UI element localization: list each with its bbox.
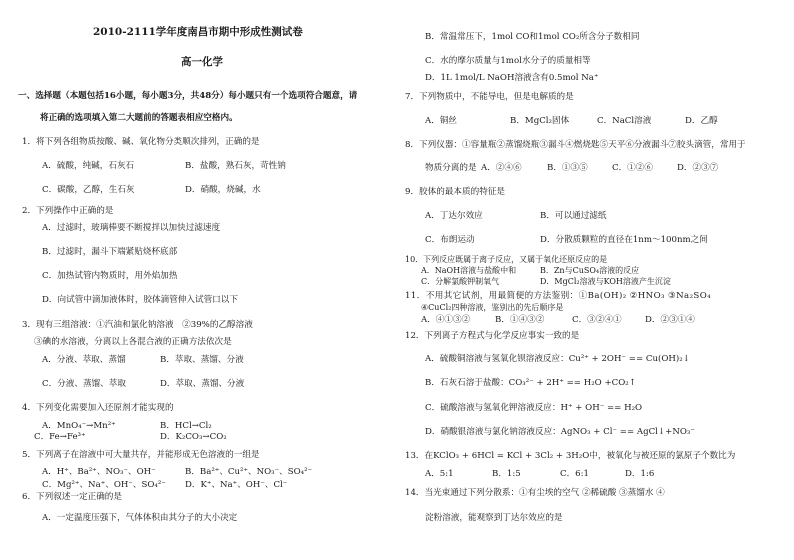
option-c: C．6:1: [560, 469, 589, 479]
option-b: B．HCl→Cl₂: [160, 421, 212, 431]
question-stem: 4．下列变化需要加入还原剂才能实现的: [22, 403, 174, 413]
option-d: D．乙醇: [685, 116, 718, 126]
option-b: B．可以通过滤纸: [540, 211, 607, 221]
option-a: A．过滤时，玻璃棒要不断搅拌以加快过滤速度: [42, 223, 221, 233]
question-stem: 5．下列离子在溶液中可大量共存，并能形成无色溶液的一组是: [22, 450, 260, 460]
question-stem: 10．下列反应既属于离子反应，又属于氧化还原反应的是: [405, 255, 608, 264]
question-stem: 2．下列操作中正确的是: [22, 206, 114, 216]
question-stem-cont: 物质分离的是: [425, 163, 477, 173]
option-d: D．②③⑦: [677, 163, 719, 173]
option-a: A．铜丝: [425, 116, 457, 126]
option-d: D．向试管中滴加液体时，胶体滴管伸入试管口以下: [42, 295, 238, 305]
option-a: A．硫酸铜溶液与氢氧化钡溶液反应：Cu²⁺ + 2OH⁻ == Cu(OH)₂↓: [425, 354, 690, 364]
option-c: C．③②④①: [572, 315, 622, 325]
option-d: D．MgCl₂溶液与KOH溶液产生沉淀: [540, 277, 671, 286]
option-c: C．分解氯酸钾制氧气: [421, 277, 500, 286]
option-b: B．石灰石溶于盐酸：CO₃²⁻ + 2H⁺ == H₂O +CO₂↑: [425, 378, 636, 388]
section-heading: 一、选择题（本题包括16小题，每小题3分，共48分）每小题只有一个选项符合题意，请: [18, 91, 358, 101]
option-c: C．碳酸，乙醇，生石灰: [42, 185, 135, 195]
option-c: C．加热试管内物质时，用外焰加热: [42, 271, 178, 281]
option-d: D．②③①④: [645, 315, 695, 325]
option-a: A．H⁺、Ba²⁺、NO₃⁻、OH⁻: [42, 467, 156, 477]
option-a: A．5:1: [425, 469, 454, 479]
option-b: B．MgCl₂固体: [510, 116, 570, 126]
question-stem: 12．下列离子方程式与化学反应事实一致的是: [405, 331, 580, 341]
option-c: C．水的摩尔质量与1mol水分子的质量相等: [425, 56, 591, 66]
section-heading-cont: 将正确的选项填入第二大题前的答题表相应空格内。: [40, 113, 238, 123]
option-c: C．布朗运动: [425, 235, 475, 245]
question-stem: 7．下列物质中，不能导电，但是电解质的是: [405, 92, 574, 102]
question-stem-cont: 淀粉溶液，能观察到丁达尔效应的是: [425, 513, 563, 523]
question-stem: 9．胶体的最本质的特征是: [405, 187, 505, 197]
option-b: B．过滤时，漏斗下端紧贴烧杯底部: [42, 247, 178, 257]
option-d: D．硝酸银溶液与氯化钠溶液反应：AgNO₃ + Cl⁻ == AgCl↓+NO₃⁻: [425, 427, 695, 437]
option-a: A．分液、萃取、蒸馏: [42, 355, 126, 365]
option-b: B．①③⑤: [547, 163, 588, 173]
option-a: A．一定温度压强下，气体体积由其分子的大小决定: [42, 513, 238, 523]
option-a: A．NaOH溶液与盐酸中和: [421, 266, 517, 275]
question-stem: 8．下列仪器：①容量瓶②蒸馏烧瓶③漏斗④燃烧匙⑤天平⑥分液漏斗⑦胶头滴管，常用于: [405, 140, 746, 150]
option-d: D．硝酸，烧碱，水: [185, 185, 261, 195]
question-stem: 11．不用其它试剂，用最简便的方法鉴别：①Ba(OH)₂ ②HNO₃ ③Na₂SO₄: [405, 291, 711, 301]
option-d: D．1L 1mol/L NaOH溶液含有0.5mol Na⁺: [425, 73, 599, 83]
question-stem-cont: ③碘的水溶液，分离以上各混合液的正确方法依次是: [34, 337, 232, 347]
question-stem: 1．将下列各组物质按酸、碱、氧化物分类顺次排列，正确的是: [22, 137, 260, 147]
option-d: D．1:6: [625, 469, 655, 479]
option-a: A．②④⑥: [481, 163, 522, 173]
option-d: D．K₂CO₃→CO₂: [160, 432, 227, 442]
option-d: D．分散质颗粒的直径在1nm～100nm之间: [540, 235, 708, 245]
option-b: B．常温常压下，1mol CO和1mol CO₂所含分子数相同: [425, 32, 640, 42]
option-b: B．萃取、蒸馏、分液: [160, 355, 244, 365]
option-c: C．Fe→Fe³⁺: [34, 432, 86, 442]
option-a: A．丁达尔效应: [425, 211, 483, 221]
option-d: D．K⁺、Na⁺、OH⁻、Cl⁻: [185, 480, 288, 490]
question-stem: 13．在KClO₃ + 6HCl = KCl + 3Cl₂ + 3H₂O中，被氧化与被还原的氯原子个数比为: [405, 451, 736, 461]
option-b: B．Ba²⁺、Cu²⁺、NO₃⁻、SO₄²⁻: [185, 467, 313, 477]
option-b: B．①④③②: [495, 315, 545, 325]
option-b: B．盐酸，熟石灰，苛性钠: [185, 161, 286, 171]
question-stem: 14．当光束通过下列分散系：①有尘埃的空气 ②稀硫酸 ③蒸馏水 ④: [405, 488, 665, 498]
option-a: A．MnO₄⁻→Mn²⁺: [42, 421, 116, 431]
option-a: A．硫酸，纯碱，石灰石: [42, 161, 135, 171]
option-d: D．萃取、蒸馏、分液: [160, 379, 245, 389]
paper-title: 2010-2111学年度南昌市期中形成性测试卷: [93, 26, 303, 38]
option-b: B．1:5: [492, 469, 521, 479]
option-c: C．NaCl溶液: [597, 116, 652, 126]
option-b: B．Zn与CuSO₄溶液的反应: [540, 266, 640, 275]
paper-subtitle: 高一化学: [181, 56, 223, 68]
question-stem-cont: ④CuCl₂四种溶液，鉴别出的先后顺序是: [421, 303, 564, 312]
question-stem: 3．现有三组溶液：①汽油和氯化钠溶液 ②39%的乙醇溶液: [22, 320, 253, 330]
question-stem: 6．下列叙述一定正确的是: [22, 492, 122, 502]
option-c: C．①②⑥: [612, 163, 653, 173]
option-c: C．硫酸溶液与氢氧化钾溶液反应：H⁺ + OH⁻ == H₂O: [425, 403, 643, 413]
option-c: C．分液、蒸馏、萃取: [42, 379, 126, 389]
option-a: A．④①③②: [421, 315, 471, 325]
option-c: C．Mg²⁺、Na⁺、OH⁻、SO₄²⁻: [42, 480, 166, 490]
